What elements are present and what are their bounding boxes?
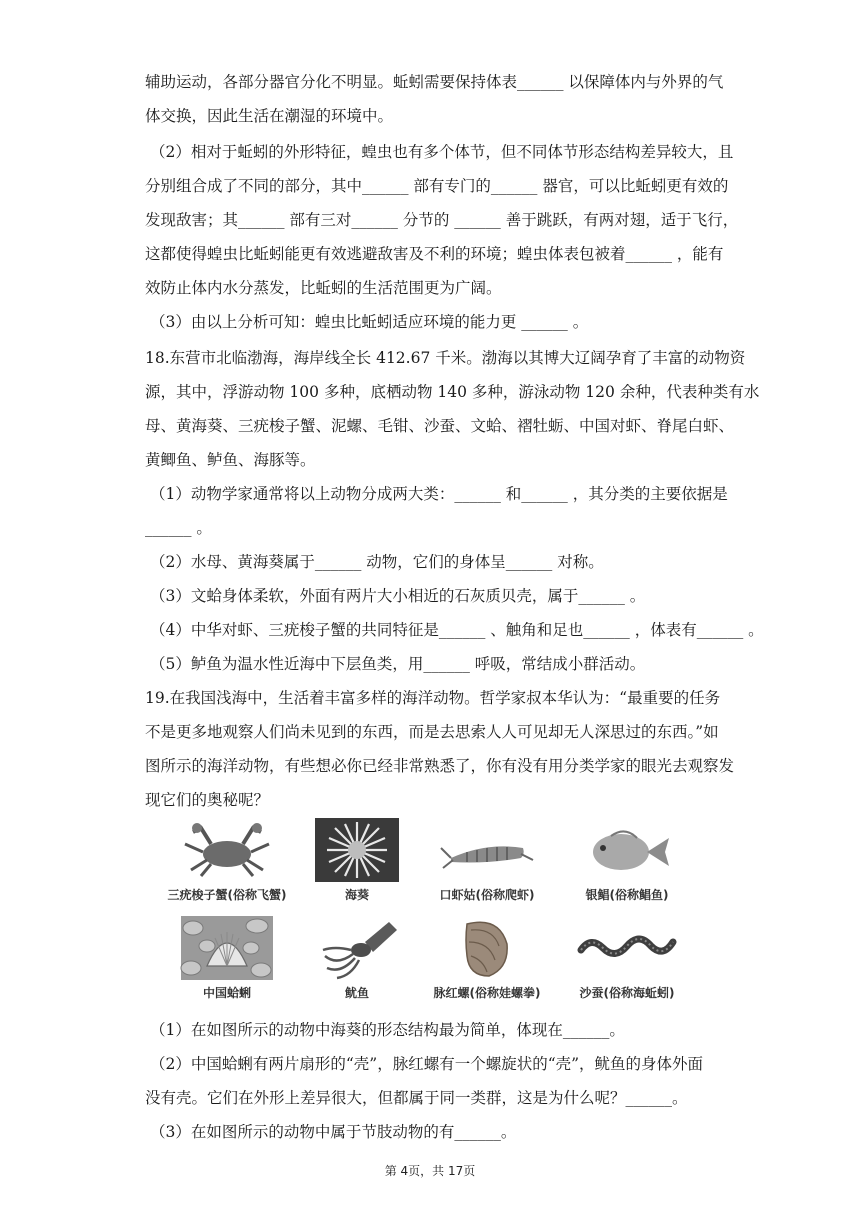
question-18-part-1-cont: ______ 。 [145,519,212,537]
question-18-part-2: （2）水母、黄海葵属于______ 动物，它们的身体呈______ 对称。 [150,553,604,571]
question-18-line-2: 源，其中，浮游动物 100 多种，底栖动物 140 多种，游泳动物 120 余种，代表种类有水 [145,383,760,401]
sea-anemone-icon [307,818,407,882]
text-line-8: （3）由以上分析可知：蝗虫比蚯蚓适应环境的能力更 ______ 。 [150,313,589,331]
question-18-line-3: 母、黄海葵、三疣梭子蟹、泥螺、毛钳、沙蚕、文蛤、褶牡蛎、中国对虾、脊尾白虾、 [145,417,735,435]
caption-sea-anemone: 海葵 [344,888,369,902]
question-18-line-1: 18.东营市北临渤海，海岸线全长 412.67 千米。渤海以其博大辽阔孕育了丰富的动物资 [145,349,746,367]
caption-sandworm: 沙蚕(俗称海蚯蚓) [579,986,675,1000]
question-19-part-1: （1）在如图所示的动物中海葵的形态结构最为简单，体现在______。 [150,1021,625,1039]
question-19-part-2: （2）中国蛤蜊有两片扇形的“壳”，脉红螺有一个螺旋状的“壳”，鱿鱼的身体外面 [150,1055,704,1073]
figure-cell-squid [292,916,422,1006]
question-19-line-2: 不是更多地观察人们尚未见到的东西，而是去思索人人可见却无人深思过的东西。”如 [145,723,719,741]
clam-icon [177,916,277,980]
text-line-7: 效防止体内水分蒸发，比蚯蚓的生活范围更为广阔。 [145,279,502,297]
figure-cell-pomfret [562,818,692,908]
text-line-1: 辅助运动，各部分器官分化不明显。蚯蚓需要保持体表______ 以保障体内与外界的气 [145,73,724,91]
caption-pomfret: 银鲳(俗称鲳鱼) [585,888,669,902]
figure-cell-mantis-shrimp [422,818,552,908]
marine-animals-figure [162,818,702,1008]
figure-cell-conch [422,916,552,1006]
conch-icon [437,916,537,980]
question-19-line-4: 现它们的奥秘呢？ [145,791,270,809]
pomfret-fish-icon [577,818,677,882]
figure-cell-sandworm [562,916,692,1006]
caption-mantis-shrimp: 口虾姑(俗称爬虾) [439,888,535,902]
page-footer: 第 4页，共 17页 [384,1164,476,1178]
question-19-part-3: （3）在如图所示的动物中属于节肢动物的有______。 [150,1123,517,1141]
figure-cell-sea-anemone [292,818,422,908]
question-18-part-3: （3）文蛤身体柔软，外面有两片大小相近的石灰质贝壳，属于______ 。 [150,587,646,605]
question-19-line-3: 图所示的海洋动物，有些想必你已经非常熟悉了，你有没有用分类学家的眼光去观察发 [145,757,735,775]
question-19-part-2-cont: 没有壳。它们在外形上差异很大，但都属于同一类群，这是为什么呢？______。 [145,1089,688,1107]
caption-crab: 三疣梭子蟹(俗称飞蟹) [167,888,287,902]
caption-squid: 鱿鱼 [344,986,369,1000]
figure-cell-clam [162,916,292,1006]
text-line-3: （2）相对于蚯蚓的外形特征，蝗虫也有多个体节，但不同体节形态结构差异较大，且 [150,143,734,161]
question-18-part-4: （4）中华对虾、三疣梭子蟹的共同特征是______ 、触角和足也______ ，体表有______ 。 [150,621,764,639]
text-line-4: 分别组合成了不同的部分，其中______ 部有专门的______ 器官，可以比蚯蚓更有效的 [145,177,729,195]
caption-conch: 脉红螺(俗称娃螺拳) [433,986,541,1000]
question-18-part-1: （1）动物学家通常将以上动物分成两大类：______ 和______ ，其分类的主要依据是 [150,485,728,503]
figure-cell-crab [162,818,292,908]
caption-clam: 中国蛤蜊 [202,986,251,1000]
text-line-2: 体交换，因此生活在潮湿的环境中。 [145,107,394,125]
question-19-line-1: 19.在我国浅海中，生活着丰富多样的海洋动物。哲学家叔本华认为：“最重要的任务 [145,689,721,707]
crab-icon [177,818,277,882]
question-18-line-4: 黄鲫鱼、鲈鱼、海豚等。 [145,451,316,469]
mantis-shrimp-icon [437,818,537,882]
sandworm-icon [577,916,677,980]
text-line-5: 发现敌害；其______ 部有三对______ 分节的 ______ 善于跳跃，有两对翅，适于飞行， [145,211,739,229]
squid-icon [307,916,407,980]
text-line-6: 这都使得蝗虫比蚯蚓能更有效逃避敌害及不利的环境；蝗虫体表包被着______ ，能有 [145,245,724,263]
question-18-part-5: （5）鲈鱼为温水性近海中下层鱼类，用______ 呼吸，常结成小群活动。 [150,655,646,673]
